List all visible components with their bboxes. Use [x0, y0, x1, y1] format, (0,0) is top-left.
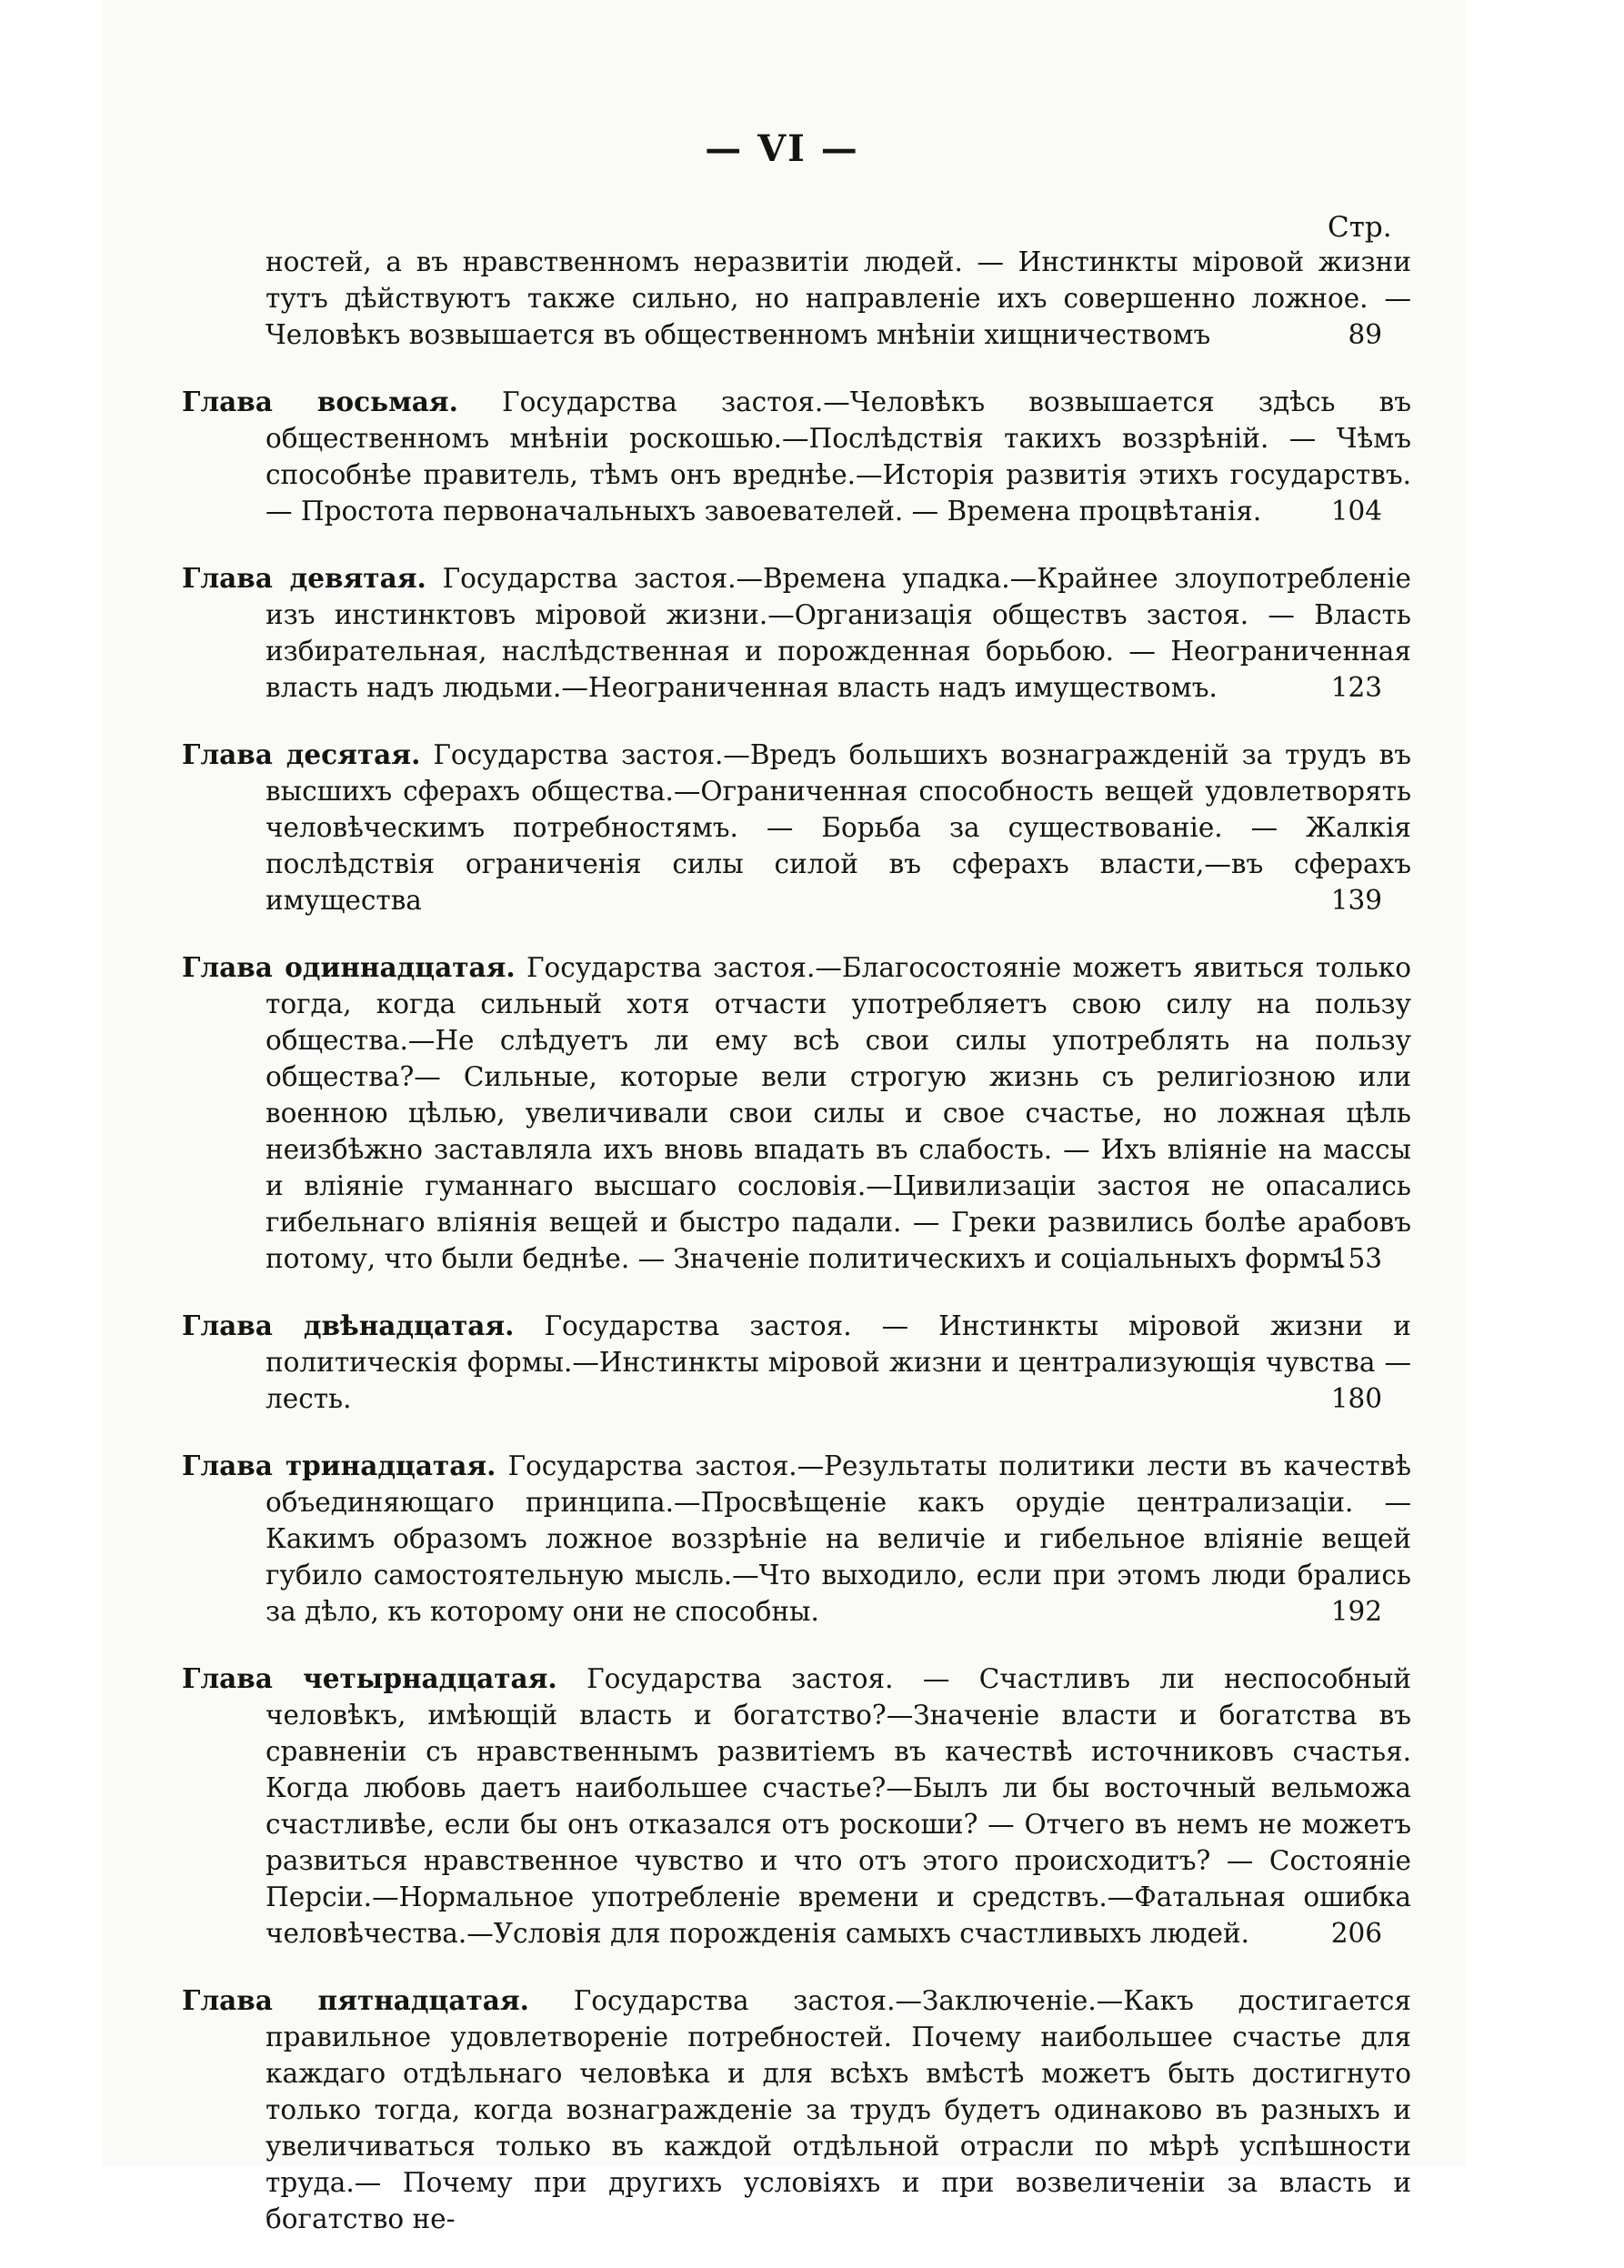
toc-entry-description: Государства застоя. — Инстинкты міровой жизни и политическія формы.—Инстинкты міровой жизни и централизующія чувства — лесть.	[266, 1310, 1411, 1414]
toc-entry-description: Государства застоя.—Заключеніе.—Какъ достигается правильное удовлетвореніе потребностей. Почему наибольшее счастье для каждаго отдѣльнаго человѣка и для всѣхъ вмѣстѣ можетъ быть достигнуто только тогда, когда вознагражденіе за трудъ будетъ одинаково въ разныхъ и увеличиваться только въ каждой отдѣльной отрасли по мѣрѣ успѣшности труда.— Почему при другихъ условіяхъ и при возвеличеніи за власть и богатство не-	[266, 1985, 1411, 2234]
toc-entry-text	[182, 1448, 1411, 1630]
toc-entry-page: 192	[1330, 1596, 1382, 1627]
toc-entry-chapter: Глава двѣнадцатая.	[182, 1310, 515, 1341]
page-column-label: Стр.	[1328, 211, 1392, 244]
toc-entry-description: Государства застоя.—Времена упадка.—Крайнее злоупотребленіе изъ инстинктовъ міровой жизни.—Организація обществъ застоя. — Власть избирательная, наслѣдственная и порожденная борьбою. — Неограниченная власть надъ людьми.—Неограниченная власть надъ имуществомъ.	[266, 563, 1411, 703]
toc-entry-chapter: Глава девятая.	[182, 562, 426, 594]
toc-entry-chapter-13	[182, 1448, 1411, 1630]
toc-entry-description: ностей, а въ нравственномъ неразвитіи людей. — Инстинкты міровой жизни тутъ дѣйствуютъ также сильно, но направленіе ихъ совершенно ложное. — Человѣкъ возвышается въ общественномъ мнѣніи хищничествомъ	[266, 246, 1411, 350]
toc-entry-page: 139	[1330, 885, 1382, 916]
toc-entry-page: 123	[1330, 672, 1382, 703]
toc-entry-description: Государства застоя.—Результаты политики лести въ качествѣ объединяющаго принципа.—Просвѣщеніе какъ орудіе централизаціи. — Какимъ образомъ ложное воззрѣніе на величіе и гибельное вліяніе вещей губило самостоятельную мысль.—Что выходило, если при этомъ люди брались за дѣло, къ которому они не способны.	[266, 1450, 1411, 1627]
table-of-contents	[182, 244, 1411, 2268]
toc-entry-page: 206	[1330, 1918, 1382, 1949]
toc-entry-chapter-10	[182, 737, 1411, 918]
toc-entry-page: 89	[1348, 319, 1382, 350]
toc-entry-text	[182, 737, 1411, 918]
toc-entry-description: Государства застоя.—Вредъ большихъ вознагражденій за трудъ въ высшихъ сферахъ общества.—Ограниченная способность вещей удовлетворять человѣческимъ потребностямъ. — Борьба за существованіе. — Жалкія послѣдствія ограниченія силы силой въ сферахъ власти,—въ сферахъ имущества	[266, 739, 1411, 916]
toc-entry-text	[182, 1308, 1411, 1417]
toc-entry-chapter-8	[182, 384, 1411, 529]
toc-entry-page: 180	[1330, 1383, 1382, 1414]
toc-entry-chapter: Глава тринадцатая.	[182, 1450, 496, 1481]
toc-entry-chapter-15	[182, 1982, 1411, 2237]
toc-entry-chapter-14	[182, 1661, 1411, 1952]
toc-entry-page: 104	[1330, 496, 1382, 527]
toc-entry-text	[182, 1661, 1411, 1952]
toc-entry-page: 153	[1330, 1243, 1382, 1274]
toc-entry-description: Государства застоя.—Благосостояніе можетъ явиться только тогда, когда сильный хотя отчасти употребляетъ свою силу на пользу общества.—Не слѣдуетъ ли ему всѣ свои силы употреблять на пользу общества?— Сильные, которые вели строгую жизнь съ религіозною или военною цѣлью, увеличивали свои силы и свое счастье, но ложная цѣль неизбѣжно заставляла ихъ вновь впадать въ слабость. — Ихъ вліяніе на массы и вліяніе гуманнаго высшаго сословія.—Цивилизаціи застоя не опасались гибельнаго вліянія вещей и быстро падали. — Греки развились болѣе арабовъ потому, что были беднѣе. — Значеніе политическихъ и соціальныхъ формъ.	[266, 952, 1411, 1274]
toc-entry-chapter: Глава пятнадцатая.	[182, 1984, 529, 2016]
toc-entry-description: Государства застоя. — Счастливъ ли неспособный человѣкъ, имѣющій власть и богатство?—Значеніе власти и богатства въ сравненіи съ нравственнымъ развитіемъ въ качествѣ источниковъ счастья. Когда любовь даетъ наибольшее счастье?—Былъ ли бы восточный вельможа счастливѣе, если бы онъ отказался отъ роскоши? — Отчего въ немъ не можетъ развиться нравственное чувство и что отъ этого происходитъ? — Состояніе Персіи.—Нормальное употребленіе времени и средствъ.—Фатальная ошибка человѣчества.—Условія для порожденія самыхъ счастливыхъ людей.	[266, 1663, 1411, 1949]
toc-entry-chapter: Глава одиннадцатая.	[182, 951, 516, 983]
toc-entry-continuation	[182, 244, 1411, 353]
toc-entry-chapter: Глава восьмая.	[182, 386, 458, 417]
toc-entry-text	[182, 244, 1411, 353]
toc-entry-chapter: Глава десятая.	[182, 738, 421, 770]
toc-entry-text	[182, 384, 1411, 529]
toc-entry-text	[182, 560, 1411, 706]
toc-entry-chapter-11	[182, 949, 1411, 1277]
toc-entry-text	[182, 949, 1411, 1277]
toc-entry-chapter: Глава четырнадцатая.	[182, 1662, 557, 1694]
toc-entry-chapter-9	[182, 560, 1411, 706]
toc-entry-text	[182, 1982, 1411, 2237]
toc-entry-description: Государства застоя.—Человѣкъ возвышается здѣсь въ общественномъ мнѣніи роскошью.—Послѣдствія такихъ воззрѣній. — Чѣмъ способнѣе правитель, тѣмъ онъ вреднѣе.—Исторія развитія этихъ государствъ. — Простота первоначальныхъ завоевателей. — Времена процвѣтанія.	[266, 386, 1411, 527]
page-number: — VI —	[705, 127, 859, 170]
toc-entry-chapter-12	[182, 1308, 1411, 1417]
